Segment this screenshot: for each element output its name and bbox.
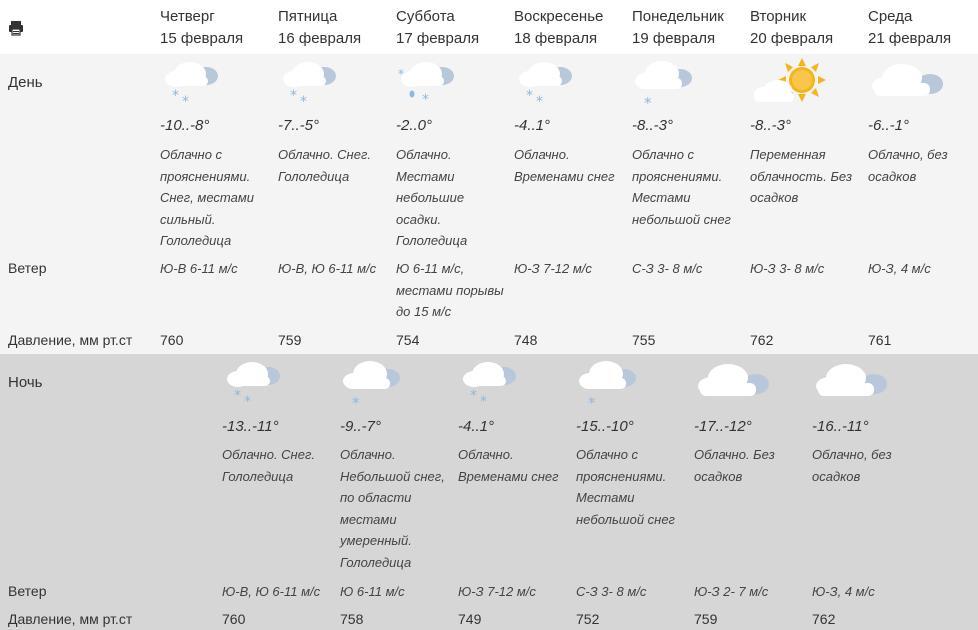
day-wind-5: Ю-З 3- 8 м/с — [750, 261, 825, 276]
day-name: Вторник — [750, 8, 807, 25]
night-desc-2: Облачно. Временами снег — [458, 447, 559, 484]
day-header-1 — [278, 6, 361, 50]
night-temp-5: -16..-11° — [812, 418, 869, 435]
night-pressure-3: 752 — [576, 611, 600, 627]
sun-cloud-icon — [750, 56, 814, 110]
cloud-sleet-icon — [396, 56, 460, 110]
day-date: 15 февраля — [160, 30, 244, 47]
day-temp-5: -8..-3° — [750, 117, 792, 134]
cloud-light-snow-icon — [632, 56, 696, 110]
night-temp-3: -15..-10° — [576, 418, 634, 435]
night-temp-0: -13..-11° — [222, 418, 279, 435]
day-desc-4: Облачно с прояснениями. Местами небольшой снег — [632, 147, 731, 227]
day-wind-0: Ю-В 6-11 м/с — [160, 261, 238, 276]
day-pressure-6: 761 — [868, 332, 892, 348]
day-desc-5: Переменная облачность. Без осадков — [750, 147, 853, 205]
day-desc-0: Облачно с прояснениями. Снег, местами сильный. Гололедица — [160, 147, 254, 248]
svg-text:*: * — [352, 394, 360, 410]
cloud-snow-icon — [222, 356, 286, 410]
day-header-6 — [868, 6, 951, 50]
day-name: Пятница — [278, 8, 338, 25]
cloud-snow-icon — [514, 56, 578, 110]
svg-text:*: * — [398, 67, 404, 81]
svg-text:*: * — [300, 94, 307, 110]
svg-text:*: * — [422, 92, 429, 108]
svg-text:*: * — [536, 94, 543, 110]
day-header-5 — [750, 6, 833, 50]
night-pressure-1: 758 — [340, 611, 364, 627]
day-label: День — [8, 74, 43, 91]
cloud-snow-icon — [160, 56, 224, 110]
cloud-snow-icon — [278, 56, 342, 110]
svg-text:*: * — [526, 88, 533, 104]
day-header-2 — [396, 6, 479, 50]
night-wind-4: Ю-З 2- 7 м/с — [694, 584, 769, 599]
cloud-snow-icon — [458, 356, 522, 410]
day-name: Четверг — [160, 8, 215, 25]
night-desc-0: Облачно. Снег. Гололедица — [222, 447, 315, 484]
day-temp-1: -7..-5° — [278, 117, 320, 134]
svg-text:*: * — [182, 94, 189, 110]
day-temp-3: -4..1° — [514, 117, 551, 134]
day-wind-4: С-З 3- 8 м/с — [632, 261, 703, 276]
night-temp-2: -4..1° — [458, 418, 495, 435]
day-temp-4: -8..-3° — [632, 117, 674, 134]
cloud-icon — [868, 56, 932, 110]
svg-text:*: * — [470, 388, 477, 404]
night-pressure-0: 760 — [222, 611, 246, 627]
night-pressure-5: 762 — [812, 611, 836, 627]
night-wind-5: Ю-З, 4 м/с — [812, 584, 875, 599]
day-pressure-5: 762 — [750, 332, 774, 348]
day-desc-6: Облачно, без осадков — [868, 147, 948, 184]
day-temp-2: -2..0° — [396, 117, 433, 134]
day-desc-3: Облачно. Временами снег — [514, 147, 615, 184]
svg-text:*: * — [244, 394, 251, 410]
day-date: 16 февраля — [278, 30, 362, 47]
cloud-icon — [812, 356, 876, 410]
day-date: 19 февраля — [632, 30, 716, 47]
night-desc-4: Облачно. Без осадков — [694, 447, 775, 484]
svg-text:*: * — [588, 394, 596, 410]
night-desc-5: Облачно, без осадков — [812, 447, 892, 484]
day-wind-6: Ю-З, 4 м/с — [868, 261, 931, 276]
svg-text:*: * — [172, 88, 179, 104]
cloud-icon — [694, 356, 758, 410]
day-name: Среда — [868, 8, 913, 25]
night-desc-3: Облачно с прояснениями. Местами небольшой снег — [576, 447, 675, 527]
svg-text:*: * — [234, 388, 241, 404]
svg-text:*: * — [480, 394, 487, 410]
day-pressure-0: 760 — [160, 332, 184, 348]
night-desc-1: Облачно. Небольшой снег, по области местами умеренный. Гололедица — [340, 447, 445, 570]
night-temp-1: -9..-7° — [340, 418, 382, 435]
night-wind-0: Ю-В, Ю 6-11 м/с — [222, 584, 321, 599]
day-pressure-3: 748 — [514, 332, 538, 348]
day-pressure-1: 759 — [278, 332, 302, 348]
day-name: Понедельник — [632, 8, 724, 25]
day-date: 17 февраля — [396, 30, 480, 47]
cloud-light-snow-icon — [340, 356, 404, 410]
night-wind-1: Ю 6-11 м/с — [340, 584, 405, 599]
day-header-3 — [514, 6, 603, 50]
night-wind-2: Ю-З 7-12 м/с — [458, 584, 536, 599]
day-wind-2: Ю 6-11 м/с, местами порывы до 15 м/с — [396, 261, 504, 319]
svg-text:*: * — [290, 88, 297, 104]
night-pressure-4: 759 — [694, 611, 718, 627]
day-name: Суббота — [396, 8, 455, 25]
day-date: 21 февраля — [868, 30, 952, 47]
day-pressure-2: 754 — [396, 332, 420, 348]
day-wind-3: Ю-З 7-12 м/с — [514, 261, 592, 276]
night-label: Ночь — [8, 374, 43, 391]
day-wind-label: Ветер — [8, 260, 47, 276]
night-wind-3: С-З 3- 8 м/с — [576, 584, 647, 599]
day-desc-1: Облачно. Снег. Гололедица — [278, 147, 371, 184]
day-pressure-label: Давление, мм рт.ст — [8, 332, 133, 348]
day-date: 18 февраля — [514, 30, 598, 47]
day-temp-6: -6..-1° — [868, 117, 910, 134]
day-header-4 — [632, 6, 724, 50]
day-header-0 — [160, 6, 243, 50]
night-wind-label: Ветер — [8, 583, 47, 599]
day-date: 20 февраля — [750, 30, 834, 47]
night-temp-4: -17..-12° — [694, 418, 752, 435]
day-desc-2: Облачно. Местами небольшие осадки. Гололедица — [396, 147, 468, 248]
night-pressure-label: Давление, мм рт.ст — [8, 611, 133, 627]
day-wind-1: Ю-В, Ю 6-11 м/с — [278, 261, 377, 276]
day-temp-0: -10..-8° — [160, 117, 210, 134]
cloud-light-snow-icon — [576, 356, 640, 410]
svg-text:*: * — [644, 94, 652, 110]
night-pressure-2: 749 — [458, 611, 482, 627]
day-pressure-4: 755 — [632, 332, 656, 348]
printer-icon[interactable] — [8, 20, 24, 36]
day-name: Воскресенье — [514, 8, 604, 25]
